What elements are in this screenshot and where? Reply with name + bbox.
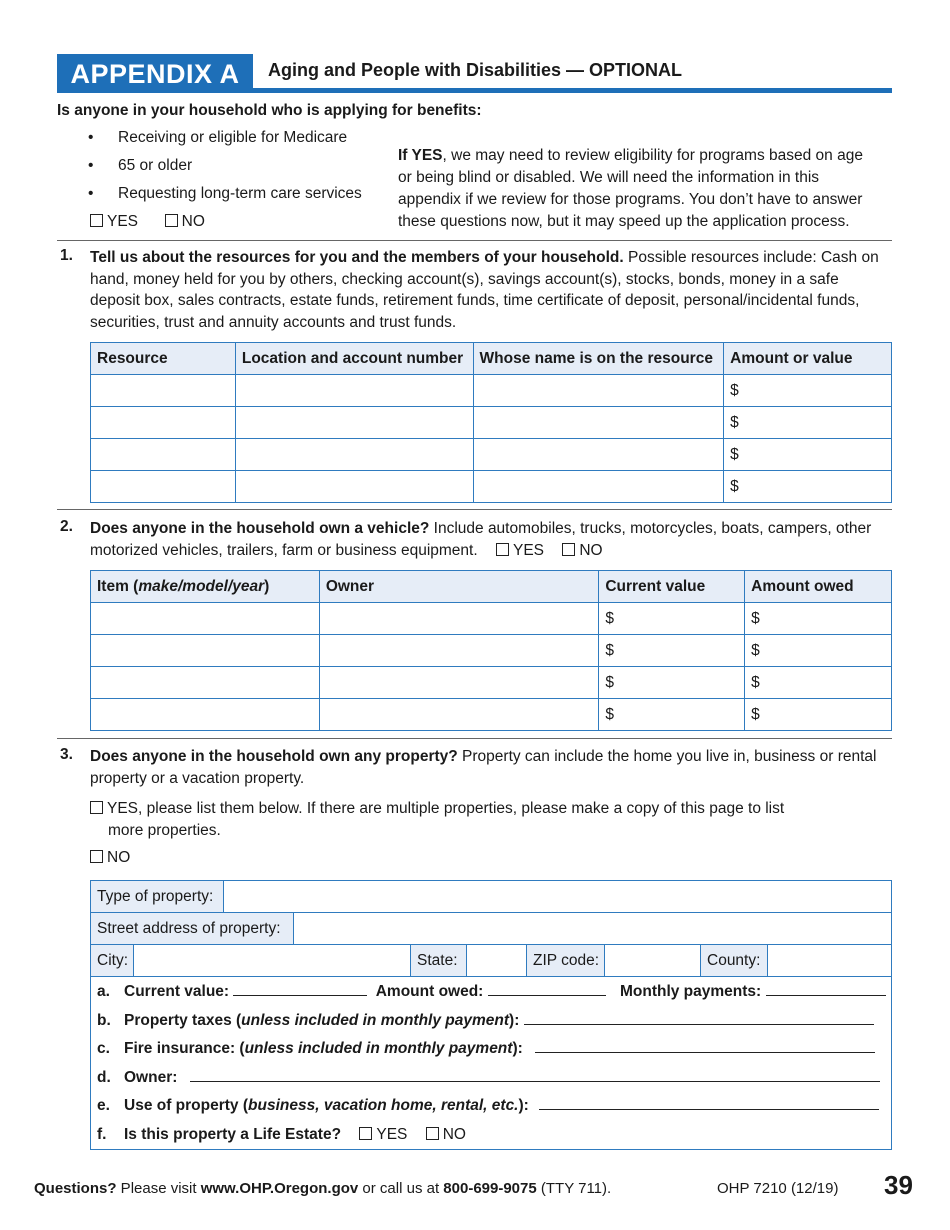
q2-bold: Does anyone in the household own a vehicle? [90,520,430,537]
vehicles-table [90,570,892,731]
amount-cell[interactable] [724,471,892,503]
owed-cell[interactable]: $ [745,635,892,667]
owner-cell[interactable] [319,635,599,667]
owner-cell[interactable] [319,699,599,731]
q1-text [90,247,880,333]
use-of-property-input[interactable] [539,1095,879,1110]
q3-yes-checkbox[interactable] [90,801,103,814]
table-row [91,439,892,471]
intro-yes-no [90,213,205,231]
zip-label: ZIP code: [527,945,605,976]
q2-body: Include automobiles, trucks, motorcycles, boats, campers, other motorized vehicles, trailers, farm or business equipment. [90,520,872,559]
q2-yes-checkbox[interactable] [496,543,509,556]
page-title: Aging and People with Disabilities — OPTIONAL [268,60,683,80]
table-row [91,471,892,503]
footer-contact: Questions? Please visit www.OHP.Oregon.gov or call us at 800-699-9075 (TTY 711). [34,1180,612,1197]
q2-text [90,518,880,561]
q3-no-option [90,849,130,867]
line-e: e. Use of property (business, vacation home, rental, etc.): [97,1092,887,1121]
q3-number: 3. [60,746,73,763]
whose-name-cell[interactable] [473,375,724,407]
divider [57,738,892,739]
list-item: • Requesting long-term care services [88,184,388,212]
line-d: d. Owner: [97,1064,887,1093]
whose-name-cell[interactable] [473,471,724,503]
intro-yes-checkbox[interactable] [90,214,103,227]
resource-cell[interactable] [91,439,236,471]
col-owner: Owner [319,571,599,603]
resources-table [90,342,892,503]
value-cell[interactable]: $ [599,699,745,731]
col-item: Item (make/model/year) [91,571,320,603]
owed-cell[interactable]: $ [745,699,892,731]
line-c: c. Fire insurance: (unless included in monthly payment): [97,1035,887,1064]
divider [57,509,892,510]
q3-no-checkbox[interactable] [90,850,103,863]
city-label: City: [91,945,134,976]
footer-url[interactable]: www.OHP.Oregon.gov [200,1180,359,1197]
type-label: Type of property: [91,881,224,912]
list-item: • 65 or older [88,156,388,184]
owner-input[interactable] [190,1067,880,1082]
item-cell[interactable] [91,699,320,731]
q1-body: Possible resources include: Cash on hand, money held for you by others, checking account(s), savings account(s), stocks, bonds, money in a safe deposit box, sales contracts, estate funds, retirement funds, time certificate of deposit, personal/incidental funds, securities, trust and annuity accounts and trust funds. [90,249,879,331]
if-yes-bold: If YES [398,147,443,164]
q1-number: 1. [60,247,73,264]
resource-cell[interactable] [91,471,236,503]
resource-cell[interactable] [91,407,236,439]
property-details [97,978,887,1149]
form-id: OHP 7210 (12/19) [717,1180,839,1197]
intro-no-label: NO [181,213,205,230]
q2-number: 2. [60,518,73,535]
type-row [91,881,891,913]
dollar-sign: $ [730,445,739,463]
type-input[interactable] [225,881,891,912]
property-taxes-input[interactable] [524,1010,874,1025]
street-label: Street address of property: [91,913,294,944]
line-f: f. Is this property a Life Estate? YES NO [97,1125,466,1143]
q3-no-label: NO [107,849,131,866]
q3-yes-option [90,798,784,841]
city-input[interactable] [135,945,411,976]
intro-no-checkbox[interactable] [165,214,178,227]
value-cell[interactable]: $ [599,603,745,635]
table-header-row [91,343,892,375]
fire-insurance-input[interactable] [535,1038,875,1053]
life-estate-yes-checkbox[interactable] [359,1127,372,1140]
q3-yes-label: YES, please list them below. If there are multiple properties, please make a copy of this page to list [107,800,785,817]
table-row [91,699,892,731]
location-cell[interactable] [235,471,473,503]
dollar-sign: $ [730,413,739,431]
q2-no-label: NO [579,541,603,559]
state-label: State: [411,945,467,976]
table-row [91,603,892,635]
col-amount: Amount or value [724,343,892,375]
intro-bullet-list [88,128,388,212]
q3-yes-label-cont: more properties. [108,821,221,839]
resource-cell[interactable] [91,375,236,407]
q3-bold: Does anyone in the household own any property? [90,748,458,765]
list-item: • Receiving or eligible for Medicare [88,128,388,156]
col-whose-name: Whose name is on the resource [473,343,724,375]
if-yes-text: , we may need to review eligibility for programs based on age or being blind or disabled. We will need the information in this appendix if we review for those programs. You don’t have to answer these questions now, but it may speed up the application process. [398,147,863,230]
dollar-sign: $ [730,381,739,399]
owner-cell[interactable] [319,667,599,699]
owed-cell[interactable]: $ [745,667,892,699]
q2-no-checkbox[interactable] [562,543,575,556]
state-input[interactable] [467,945,527,976]
appendix-tag: APPENDIX A [57,54,253,92]
county-label: County: [701,945,768,976]
table-row [91,407,892,439]
whose-name-cell[interactable] [473,407,724,439]
table-row [91,635,892,667]
col-current-value: Current value [599,571,745,603]
owner-cell[interactable] [319,603,599,635]
q1-bold: Tell us about the resources for you and the members of your household. [90,249,624,266]
if-yes-note [398,145,878,233]
q3-text [90,746,885,789]
whose-name-cell[interactable] [473,439,724,471]
footer-phone[interactable]: 800-699-9075 [443,1180,537,1197]
col-location: Location and account number [235,343,473,375]
owed-cell[interactable]: $ [745,603,892,635]
col-resource: Resource [91,343,236,375]
value-cell[interactable]: $ [599,667,745,699]
q2-yes-label: YES [512,541,544,559]
current-value-input[interactable] [233,981,367,996]
monthly-payments-input[interactable] [766,981,886,996]
table-row [91,375,892,407]
location-cell[interactable] [235,407,473,439]
divider [57,240,892,241]
amount-cell[interactable] [724,407,892,439]
item-cell[interactable] [91,603,320,635]
location-cell[interactable] [235,439,473,471]
page-number: 39 [884,1170,913,1200]
item-cell[interactable] [91,667,320,699]
q3-body: Property can include the home you live in, business or rental property or a vacation property. [90,748,877,787]
life-estate-no-checkbox[interactable] [426,1127,439,1140]
city-row [91,945,891,977]
line-a: a. Current value: Amount owed: Monthly payments: [97,978,887,1007]
street-row [91,913,891,945]
dollar-sign: $ [730,477,739,495]
line-b: b. Property taxes (unless included in monthly payment): [97,1007,887,1036]
street-input[interactable] [295,913,891,944]
item-cell[interactable] [91,635,320,667]
zip-input[interactable] [605,945,701,976]
table-row [91,667,892,699]
property-box [90,880,892,1150]
intro-yes-label: YES [107,213,139,230]
amount-cell[interactable] [724,439,892,471]
table-header-row [91,571,892,603]
value-cell[interactable]: $ [599,635,745,667]
intro-question: Is anyone in your household who is applying for benefits: [57,102,482,119]
county-input[interactable] [768,945,891,976]
amount-cell[interactable] [724,375,892,407]
location-cell[interactable] [235,375,473,407]
col-amount-owed: Amount owed [745,571,892,603]
amount-owed-input[interactable] [488,981,606,996]
